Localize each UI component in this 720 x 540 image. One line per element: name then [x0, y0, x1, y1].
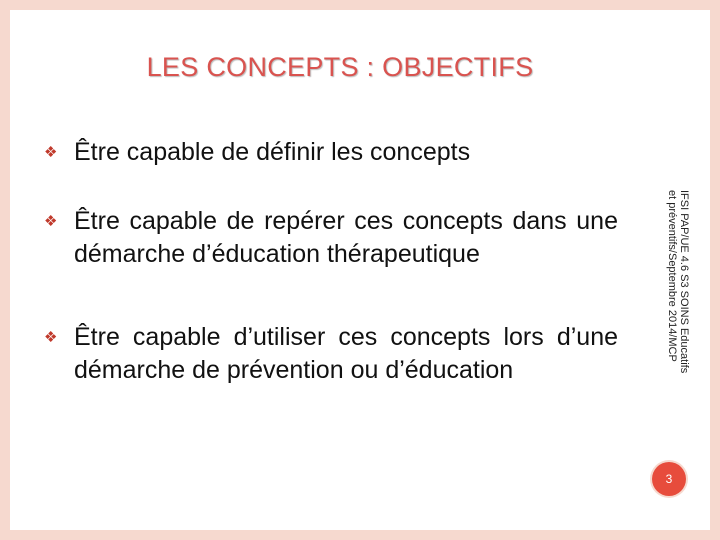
bullet-text: Être capable de définir les concepts: [74, 138, 471, 166]
bullet-text: Être capable de repérer ces concepts dans une démarche d’éducation thérapeutique: [74, 207, 618, 268]
diamond-bullet-icon: ❖: [44, 144, 58, 161]
bullet-text: Être capable d’utiliser ces concepts lors d’une démarche de prévention ou d’éducation: [74, 323, 618, 384]
bullet-item: [34, 136, 618, 169]
diamond-bullet-icon: ❖: [44, 329, 58, 346]
footer-vertical-text: [642, 190, 690, 380]
bullet-item: [34, 321, 618, 387]
slide-title: LES CONCEPTS : OBJECTIFS: [146, 52, 534, 82]
bullet-item: [34, 205, 618, 271]
slide: [10, 10, 710, 530]
diamond-bullet-icon: ❖: [44, 213, 58, 230]
footer-text: IFSI PAP/UE 4.6 S3 SOINS Educatifs et préventifs/Septembre 2014/MCP: [666, 190, 690, 374]
page-number-badge: 3: [652, 462, 686, 496]
bullet-list: [34, 136, 618, 437]
